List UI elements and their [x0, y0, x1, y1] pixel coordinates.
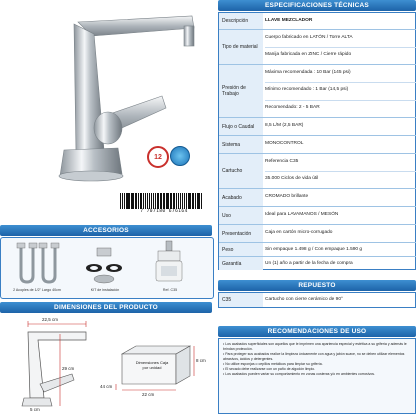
spec-value: Máxima recomendada : 10 Bar (145 psi): [265, 70, 351, 75]
spec-label: Cartucho: [219, 154, 263, 188]
spec-label: Presentación: [219, 225, 263, 242]
barcode-bars: [120, 193, 208, 209]
water-saving-badge-icon: [170, 146, 190, 166]
dim-base: 5 cm: [30, 407, 40, 412]
recomendaciones-title: RECOMENDACIONES DE USO: [218, 326, 416, 337]
hoses-icon: [7, 242, 67, 286]
accesorio-caption: KIT de instalación: [90, 288, 120, 292]
spec-value: Sin empaque 1.498 g / Con empaque 1.590 g: [265, 247, 363, 252]
box-width: 22 cm: [142, 392, 155, 397]
spec-label: Sistema: [219, 136, 263, 153]
dimensiones-title: DIMENSIONES DEL PRODUCTO: [0, 302, 212, 313]
accesorio-caption: Ref. C35: [162, 288, 178, 292]
recomendacion-item: • No utilice esponjas o cepillos metálicos para limpiar su grifería.: [223, 362, 323, 366]
spec-value: Ideal para LAVAMANOS / MESÓN: [265, 212, 339, 217]
specs-table: [218, 0, 416, 376]
spec-value: CROMADO brillante: [265, 194, 309, 199]
dim-height: 29 cm: [62, 366, 75, 371]
accesorio-caption: 2 Acoples de 1/2" Largo 40cm: [13, 288, 61, 292]
box-height: 8 cm: [196, 358, 206, 363]
spec-row: [219, 207, 416, 225]
spec-row: [219, 136, 416, 154]
recomendacion-item: • Los acabados superficiales son aquellos que le imprimen una apariencia especial y estética a su grifería y además le brindan protección.: [223, 342, 407, 351]
repuesto-row: [218, 292, 416, 308]
spec-row: [219, 118, 416, 136]
dimensiones-panel: [0, 314, 212, 416]
spec-value: Caja en cartón micro-corrugado: [265, 230, 333, 235]
repuesto-desc: Cartucho con cierre cerámico de 90°: [265, 297, 343, 302]
dimensions-drawing: [0, 314, 212, 416]
spec-row: [219, 13, 416, 30]
spec-label: Tipo de material: [219, 30, 263, 64]
box-caption: Dimensiones Caja por unidad: [135, 360, 169, 370]
spec-value: LLAVE MEZCLADOR: [265, 18, 313, 23]
repuesto-title: REPUESTO: [218, 280, 416, 291]
spec-row: [219, 189, 416, 207]
spec-row: [219, 30, 416, 65]
spec-value: Recomendado: 2 - 5 BAR: [265, 105, 320, 110]
spec-row: [219, 243, 416, 257]
spec-row: [219, 154, 416, 189]
recomendacion-item: • El secado debe realizarse con un paño de algodón limpio.: [223, 367, 316, 371]
repuesto-ref: C35: [219, 293, 263, 307]
specs-body: [218, 12, 416, 270]
spec-label: Uso: [219, 207, 263, 224]
dim-top-width: 22,5 cm: [42, 317, 59, 322]
spec-value: 8,5 L/M (2,5 BAR): [265, 123, 304, 128]
specs-title: ESPECIFICACIONES TÉCNICAS: [218, 0, 416, 11]
recomendacion-item: • Para proteger sus acabados realice la limpieza únicamente con agua y jabón suave, no se deben utilizar elementos abrasivos, ácidos y detergentes.: [223, 352, 405, 361]
spec-label: Presión de Trabajo: [219, 65, 263, 117]
spec-label: Garantía: [219, 257, 263, 270]
barcode-number: 7 707180 676164: [140, 209, 188, 214]
accesorios-panel: [0, 237, 214, 299]
spec-row: [219, 65, 416, 118]
product-image-area: [0, 0, 212, 220]
spec-value: 35.000 Ciclos de vida útil: [265, 176, 319, 181]
spec-value: MONOCONTROL: [265, 141, 304, 146]
recomendacion-item: • Los acabados pueden variar su comportamiento en zonas costeras y/o en ambientes corrosivos.: [223, 372, 376, 376]
warranty-badge-icon: 12: [147, 146, 169, 168]
spec-row: [219, 257, 416, 270]
recomendaciones-panel: [218, 338, 416, 414]
spec-row: [219, 225, 416, 243]
spec-value: Manija fabricada en ZINC / Cierre rápido: [265, 52, 352, 57]
spec-value: Un (1) año a partir de la fecha de compra: [265, 261, 353, 266]
barcode: [120, 193, 208, 217]
spec-value: Cuerpo fabricado en LATÓN / Torre ALTA: [265, 35, 353, 40]
accesorios-title: ACCESORIOS: [0, 225, 212, 236]
spec-value: Referencia C35: [265, 159, 299, 164]
spec-value: Mínimo recomendado : 1 Bar (14,5 psi): [265, 87, 349, 92]
spec-label: Acabado: [219, 189, 263, 206]
installation-kit-icon: [79, 246, 129, 286]
spec-label: Descripción: [219, 13, 263, 29]
cartridge-icon: [149, 240, 189, 286]
box-depth: 44 cm: [100, 384, 113, 389]
faucet-illustration: [0, 0, 212, 220]
spec-label: Flujo o Caudal: [219, 118, 263, 135]
spec-label: Peso: [219, 243, 263, 256]
